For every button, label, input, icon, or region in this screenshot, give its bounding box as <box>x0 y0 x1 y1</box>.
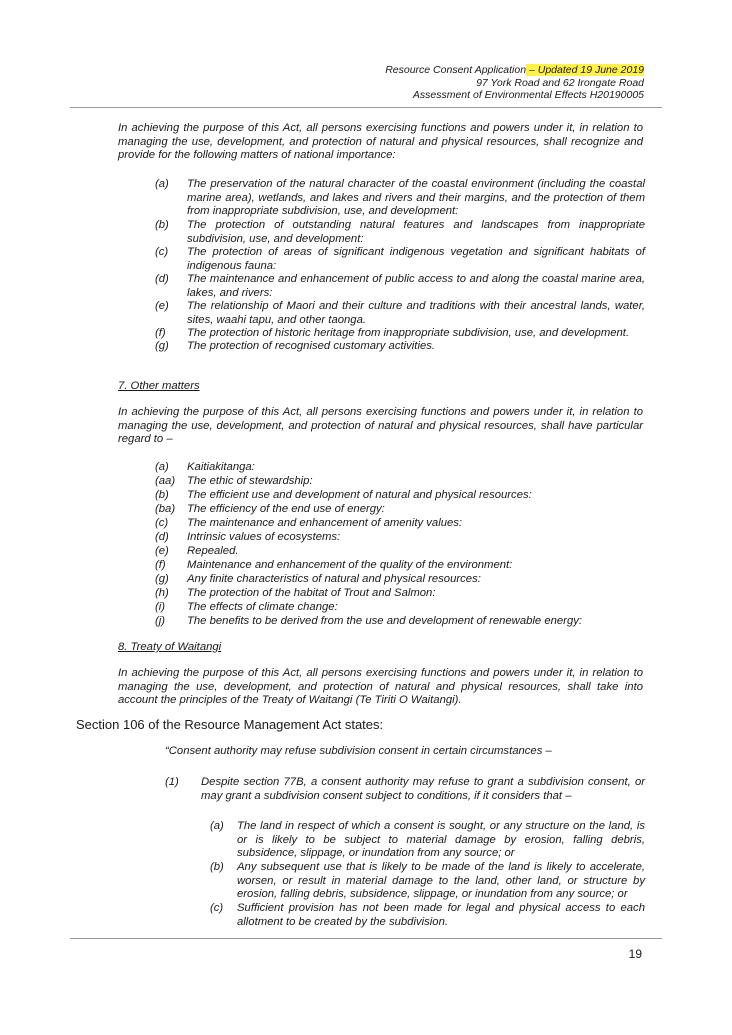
page-number: 19 <box>628 947 642 961</box>
section7-heading: 7. Other matters <box>118 380 200 392</box>
header-line-2: 97 York Road and 62 Irongate Road <box>476 76 644 89</box>
section8-heading: 8. Treaty of Waitangi <box>118 641 222 653</box>
section7-intro: In achieving the purpose of this Act, all persons exercising functions and powers under it, in relation to managing the use, development, and protection of natural and physical resources, shall have particular regard to – <box>118 406 643 446</box>
header-line-1: Resource Consent Application – Updated 19 June 2019 <box>385 64 644 76</box>
section6-intro: In achieving the purpose of this Act, all persons exercising functions and powers under it, in relation to managing the use, development, and protection of natural and physical resources, shall recognize and provide for the following matters of national importance: <box>118 122 643 162</box>
header-line-3: Assessment of Environmental Effects H20190005 <box>412 89 644 101</box>
section106-quote-title: “Consent authority may refuse subdivision consent in certain circumstances – <box>165 745 552 757</box>
section106-statement: Section 106 of the Resource Management Act states: <box>76 717 384 732</box>
document-page: Resource Consent Application – Updated 19 June 2019 97 York Road and 62 Irongate Road Assessment of Environmental Effects H20190005 In achieving the purpose of this Act, all persons exercising functions and powers under it, in relation to managing the use, development, and protection of natural and physical resources, shall recognize and provide for the following matters of national importance: (a) The preservation of the natural character of the coastal environment (including the coastal marine area), wetlands, and lakes and rivers and their margins, and the protection of them from inappropriate subdivision, use, and development: (b) The protection of outstanding natural features and landscapes from inappropriate subdivision, use, and development: (c) The protection of areas of significant indigenous vegetation and significant habitats of indigenous fauna: (d) The maintenance and enhancement of public access to and along the coastal marine area, lakes, and rivers: (e) The relationship of Maori and their culture and traditions with their ancestral lands, water, sites, waahi tapu, and other taonga. (f) The protection of historic heritage from inappropriate subdivision, use, and development. (g) The protection of recognised customary activities. 7. Other matters In achieving the purpose of this Act, all persons exercising functions and powers under it, in relation to managing the use, development, and protection of natural and physical resources, shall have particular regard to – (a) Kaitiakitanga: (aa) The ethic of stewardship: (b) The efficient use and development of natural and physical resources: (ba) The efficiency of the end use of energy: (c) The maintenance and enhancement of amenity values: (d) Intrinsic values of ecosystems: (e) Repealed. (f) Maintenance and enhancement of the quality of the environment: (g) Any finite characteristics of natural and physical resources: (h) The protection of the habitat of Trout and Salmon: (i) The effects of climate change: (j) The benefits to be derived from the use and development of renewable energy: 8. Treaty of Waitangi In achieving the purpose of this Act, all persons exercising functions and powers under it, in relation to managing the use, development, and protection of natural and physical resources, shall take into account the principles of the Treaty of Waitangi (Te Tiriti O Waitangi). Section 106 of the Resource Management Act states: “Consent authority may refuse subdivision consent in certain circumstances – (1) Despite section 77B, a consent authority may refuse to grant a subdivision consent, or may grant a subdivision consent subject to conditions, if it considers that – (a) The land in respect of which a consent is sought, or any structure on the land, is or is likely to be subject to material damage by erosion, falling debris, subsidence, slippage, or inundation from any source; or (b) Any subsequent use that is likely to be made of the land is likely to accelerate, worsen, or result in material damage to the land, other land, or structure by erosion, falling debris, subsidence, slippage, or inundation from any source; or (c) Sufficient provision has not been made for legal and physical access to each allotment to be created by the subdivision. 19 <box>0 0 732 1035</box>
header-rule <box>70 107 662 108</box>
footer-rule <box>70 938 662 939</box>
section8-intro: In achieving the purpose of this Act, all persons exercising functions and powers under it, in relation to managing the use, development, and protection of natural and physical resources, shall take into account the principles of the Treaty of Waitangi (Te Tiriti O Waitangi). <box>118 667 643 707</box>
page-header <box>385 64 644 102</box>
updated-highlight: – Updated 19 June 2019 <box>526 64 644 76</box>
